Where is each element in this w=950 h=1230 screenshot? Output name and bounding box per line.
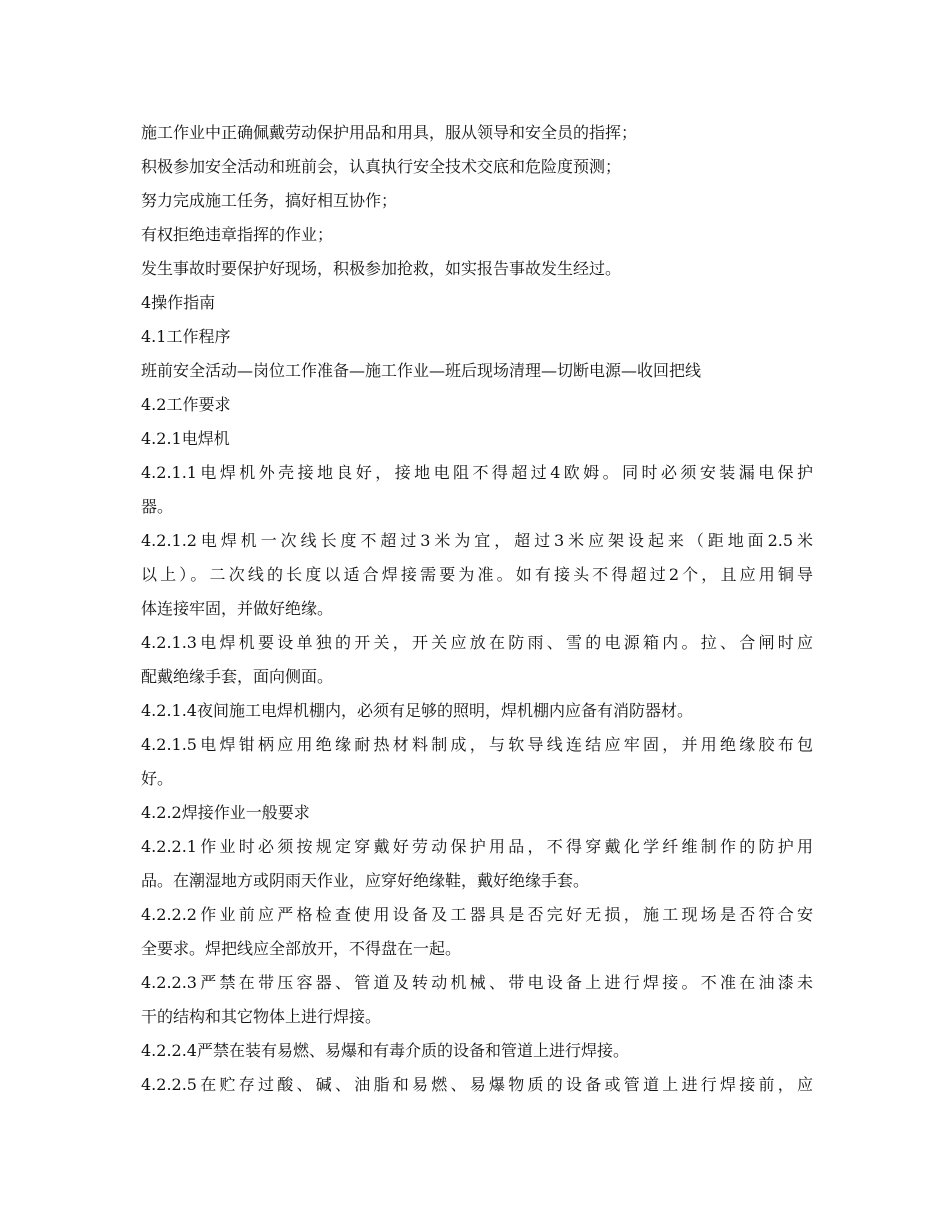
text-line: 努力完成施工任务，搞好相互协作； bbox=[141, 191, 398, 210]
text-line: 体连接牢固，并做好绝缘。 bbox=[141, 599, 334, 618]
section-heading: 4操作指南 bbox=[141, 293, 216, 312]
text-line: 干的结构和其它物体上进行焊接。 bbox=[141, 1007, 382, 1026]
text-line: 配戴绝缘手套，面向侧面。 bbox=[141, 667, 334, 686]
text-line: 品。在潮湿地方或阴雨天作业，应穿好绝缘鞋，戴好绝缘手套。 bbox=[141, 871, 590, 890]
text-line: 器。 bbox=[141, 497, 174, 516]
section-heading: 4.1工作程序 bbox=[141, 327, 231, 346]
text-line: 施工作业中正确佩戴劳动保护用品和用具，服从领导和安全员的指挥； bbox=[141, 123, 638, 142]
text-line: 4.2.1.3电焊机要设单独的开关，开关应放在防雨、雪的电源箱内。拉、合闸时应 bbox=[141, 633, 813, 652]
section-heading: 4.2工作要求 bbox=[141, 395, 231, 414]
text-line: 4.2.2.5在贮存过酸、碱、油脂和易燃、易爆物质的设备或管道上进行焊接前，应 bbox=[141, 1075, 813, 1094]
text-line: 全要求。焊把线应全部放开，不得盘在一起。 bbox=[141, 939, 462, 958]
text-line: 4.2.2.4严禁在装有易燃、易爆和有毒介质的设备和管道上进行焊接。 bbox=[141, 1041, 629, 1060]
text-line: 4.2.2.2作业前应严格检查使用设备及工器具是否完好无损，施工现场是否符合安 bbox=[141, 905, 813, 924]
text-line: 发生事故时要保护好现场，积极参加抢救，如实报告事故发生经过。 bbox=[141, 259, 622, 278]
text-line: 4.2.1.1电焊机外壳接地良好，接地电阻不得超过4欧姆。同时必须安装漏电保护 bbox=[141, 463, 813, 482]
text-line: 4.2.1.2电焊机一次线长度不超过3米为宜，超过3米应架设起来（距地面2.5米 bbox=[141, 531, 813, 550]
text-line: 以上）。二次线的长度以适合焊接需要为准。如有接头不得超过2个，且应用铜导 bbox=[141, 565, 813, 584]
text-line: 好。 bbox=[141, 769, 174, 788]
section-heading: 4.2.1电焊机 bbox=[141, 429, 230, 448]
document-body bbox=[141, 116, 813, 1102]
section-heading: 4.2.2焊接作业一般要求 bbox=[141, 803, 310, 822]
text-line: 4.2.1.4夜间施工电焊机棚内，必须有足够的照明，焊机棚内应备有消防器材。 bbox=[141, 701, 693, 720]
text-line: 4.2.2.3严禁在带压容器、管道及转动机械、带电设备上进行焊接。不准在油漆未 bbox=[141, 973, 813, 992]
text-line: 积极参加安全活动和班前会，认真执行安全技术交底和危险度预测； bbox=[141, 157, 622, 176]
text-line: 有权拒绝违章指挥的作业； bbox=[141, 225, 334, 244]
text-line: 4.2.1.5电焊钳柄应用绝缘耐热材料制成，与软导线连结应牢固，并用绝缘胶布包 bbox=[141, 735, 813, 754]
text-line: 班前安全活动—岗位工作准备—施工作业—班后现场清理—切断电源—收回把线 bbox=[141, 361, 702, 380]
text-line: 4.2.2.1作业时必须按规定穿戴好劳动保护用品，不得穿戴化学纤维制作的防护用 bbox=[141, 837, 813, 856]
